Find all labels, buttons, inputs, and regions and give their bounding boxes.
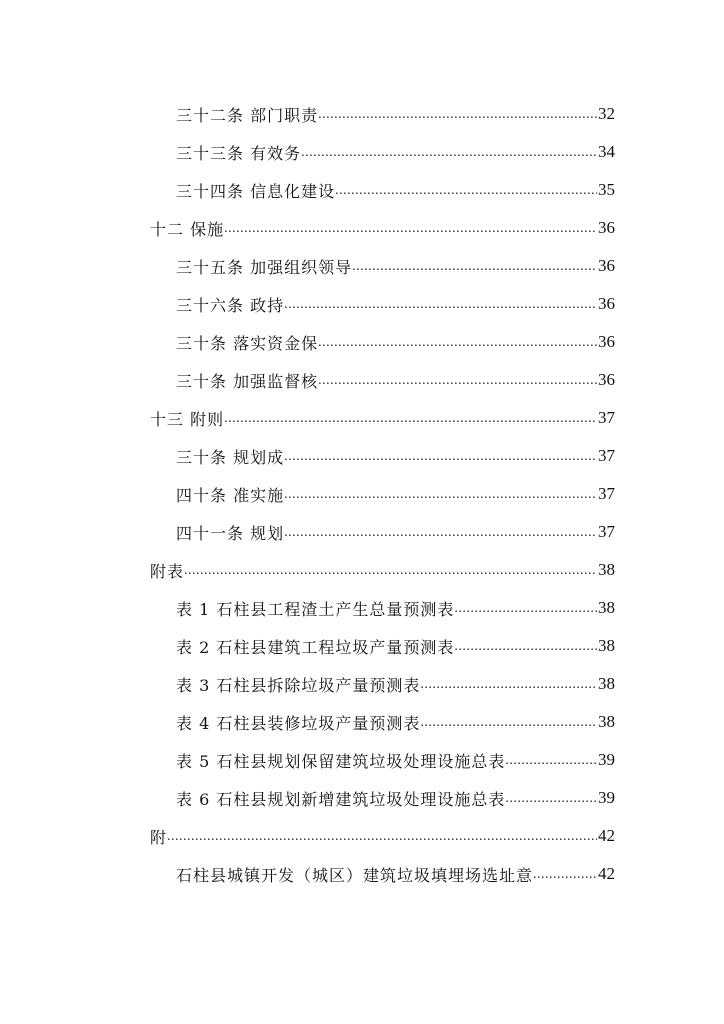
toc-page-number: 37 bbox=[598, 408, 615, 427]
toc-dot-leader bbox=[284, 297, 597, 313]
toc-dot-leader bbox=[352, 259, 597, 275]
toc-dot-leader bbox=[184, 563, 597, 579]
toc-dot-leader bbox=[505, 791, 597, 807]
toc-entry-title: 三十二条 部门职责 bbox=[176, 105, 319, 125]
toc-dot-leader bbox=[284, 487, 597, 503]
toc-entry-title: 表 4 石柱县装修垃圾产量预测表 bbox=[176, 713, 421, 733]
toc-page-number: 38 bbox=[598, 712, 615, 731]
toc-page-number: 42 bbox=[598, 826, 615, 845]
toc-entry[interactable] bbox=[0, 741, 724, 779]
toc-entry-title: 附 bbox=[150, 827, 168, 847]
toc-entry-title: 表 3 石柱县拆除垃圾产量预测表 bbox=[176, 675, 421, 695]
toc-dot-leader bbox=[301, 145, 597, 161]
toc-entry-title: 十二 保施 bbox=[150, 219, 225, 239]
toc-entry[interactable] bbox=[0, 247, 724, 285]
toc-page-number: 36 bbox=[598, 294, 615, 313]
toc-entry-title: 三十条 落实资金保 bbox=[176, 333, 319, 353]
toc-page-number: 35 bbox=[598, 180, 615, 199]
toc-dot-leader bbox=[318, 107, 597, 123]
table-of-contents bbox=[0, 95, 724, 893]
toc-dot-leader bbox=[224, 221, 597, 237]
toc-entry[interactable] bbox=[0, 665, 724, 703]
toc-entry-title: 附表 bbox=[150, 561, 185, 581]
toc-entry[interactable] bbox=[0, 133, 724, 171]
toc-page-number: 36 bbox=[598, 332, 615, 351]
toc-entry[interactable] bbox=[0, 779, 724, 817]
toc-entry-title: 三十条 规划成 bbox=[176, 447, 285, 467]
toc-section-entry[interactable] bbox=[0, 817, 724, 855]
toc-entry-title: 十三 附则 bbox=[150, 409, 225, 429]
toc-entry[interactable] bbox=[0, 475, 724, 513]
toc-entry-title: 三十三条 有效务 bbox=[176, 143, 302, 163]
toc-page-number: 39 bbox=[598, 788, 615, 807]
toc-page-number: 37 bbox=[598, 484, 615, 503]
toc-page-number: 38 bbox=[598, 560, 615, 579]
toc-section-entry[interactable] bbox=[0, 551, 724, 589]
toc-page-number: 37 bbox=[598, 522, 615, 541]
toc-entry-title: 三十六条 政持 bbox=[176, 295, 285, 315]
toc-section-entry[interactable] bbox=[0, 209, 724, 247]
toc-entry[interactable] bbox=[0, 855, 724, 893]
toc-entry-title: 四十条 准实施 bbox=[176, 485, 285, 505]
toc-dot-leader bbox=[167, 829, 597, 845]
toc-dot-leader bbox=[318, 335, 597, 351]
toc-entry[interactable] bbox=[0, 627, 724, 665]
toc-entry[interactable] bbox=[0, 361, 724, 399]
toc-dot-leader bbox=[454, 639, 597, 655]
toc-dot-leader bbox=[533, 867, 597, 883]
toc-dot-leader bbox=[318, 373, 597, 389]
toc-section-entry[interactable] bbox=[0, 399, 724, 437]
toc-entry-title: 表 2 石柱县建筑工程垃圾产量预测表 bbox=[176, 637, 455, 657]
toc-page-number: 32 bbox=[598, 104, 615, 123]
toc-dot-leader bbox=[420, 715, 597, 731]
toc-page-number: 34 bbox=[598, 142, 615, 161]
toc-entry-title: 表 6 石柱县规划新增建筑垃圾处理设施总表 bbox=[176, 789, 506, 809]
toc-entry-title: 三十五条 加强组织领导 bbox=[176, 257, 353, 277]
toc-entry[interactable] bbox=[0, 703, 724, 741]
toc-entry[interactable] bbox=[0, 513, 724, 551]
toc-dot-leader bbox=[420, 677, 597, 693]
toc-entry[interactable] bbox=[0, 437, 724, 475]
toc-page-number: 37 bbox=[598, 446, 615, 465]
toc-entry-title: 三十四条 信息化建设 bbox=[176, 181, 336, 201]
toc-entry[interactable] bbox=[0, 323, 724, 361]
toc-entry-title: 表 5 石柱县规划保留建筑垃圾处理设施总表 bbox=[176, 751, 506, 771]
toc-page-number: 39 bbox=[598, 750, 615, 769]
toc-page-number: 42 bbox=[598, 864, 615, 883]
toc-dot-leader bbox=[284, 449, 597, 465]
toc-entry[interactable] bbox=[0, 285, 724, 323]
toc-entry-title: 石柱县城镇开发（城区）建筑垃圾填埋场选址意 bbox=[176, 865, 534, 885]
toc-dot-leader bbox=[284, 525, 597, 541]
toc-entry[interactable] bbox=[0, 95, 724, 133]
toc-dot-leader bbox=[224, 411, 597, 427]
toc-dot-leader bbox=[335, 183, 597, 199]
toc-page-number: 36 bbox=[598, 370, 615, 389]
toc-dot-leader bbox=[454, 601, 597, 617]
toc-page-number: 38 bbox=[598, 674, 615, 693]
toc-page-number: 36 bbox=[598, 218, 615, 237]
toc-entry-title: 四十一条 规划 bbox=[176, 523, 285, 543]
toc-dot-leader bbox=[505, 753, 597, 769]
toc-entry[interactable] bbox=[0, 171, 724, 209]
toc-entry-title: 表 1 石柱县工程渣土产生总量预测表 bbox=[176, 599, 455, 619]
toc-page-number: 36 bbox=[598, 256, 615, 275]
toc-page-number: 38 bbox=[598, 598, 615, 617]
toc-page-number: 38 bbox=[598, 636, 615, 655]
toc-entry-title: 三十条 加强监督核 bbox=[176, 371, 319, 391]
toc-entry[interactable] bbox=[0, 589, 724, 627]
